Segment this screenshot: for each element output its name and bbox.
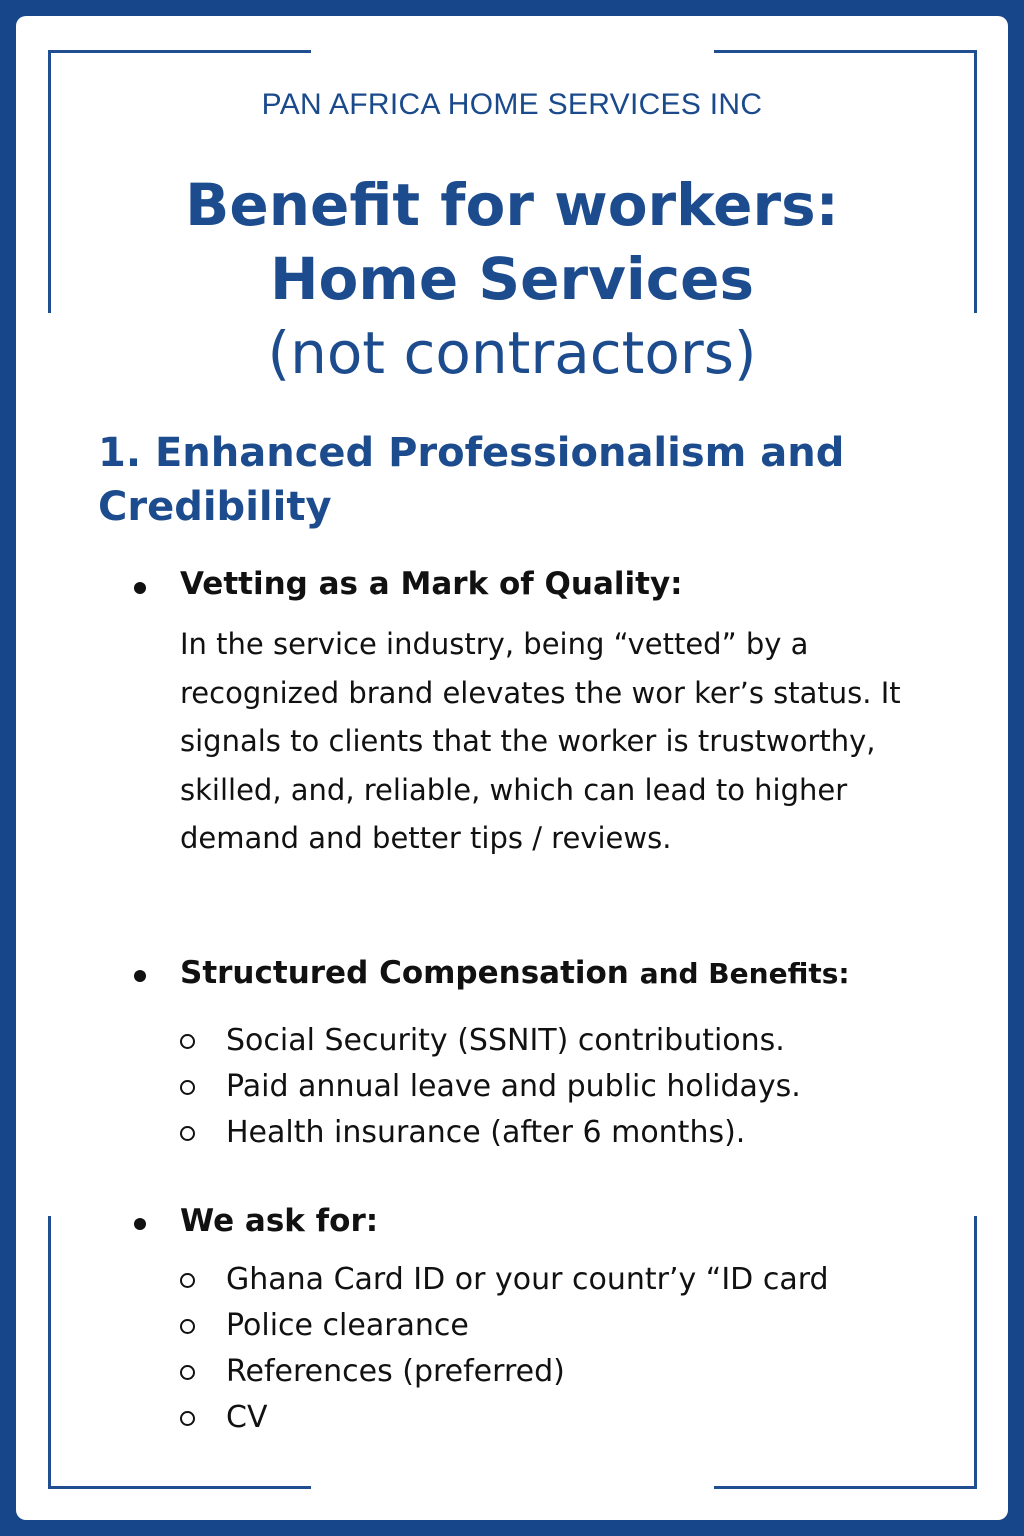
section-heading: 1. Enhanced Professionalism and Credibility bbox=[98, 430, 845, 530]
list-item-text: Ghana Card ID or your countr’y “ID card bbox=[226, 1262, 829, 1297]
company-name: PAN AFRICA HOME SERVICES INC bbox=[261, 88, 763, 121]
list-item bbox=[180, 1110, 801, 1156]
list-item bbox=[180, 1303, 829, 1349]
list-item bbox=[180, 1064, 801, 1110]
list-item bbox=[180, 1349, 829, 1395]
bullet-heading-compensation-main: Structured Compensation bbox=[180, 955, 629, 991]
list-item-text: Health insurance (after 6 months). bbox=[226, 1115, 746, 1150]
list-item-text: Social Security (SSNIT) contributions. bbox=[226, 1023, 785, 1058]
list-item-text: CV bbox=[226, 1400, 268, 1435]
list-item bbox=[180, 1018, 801, 1064]
title-line-3: (not contractors) bbox=[267, 319, 757, 387]
bullet-dot-icon bbox=[134, 970, 146, 982]
title-line-1: Benefit for workers: bbox=[185, 171, 839, 239]
circle-bullet-icon bbox=[180, 1126, 195, 1141]
circle-bullet-icon bbox=[180, 1273, 195, 1288]
list-item-text: References (preferred) bbox=[226, 1354, 565, 1389]
bullet-heading-requirements: We ask for: bbox=[180, 1203, 379, 1239]
bullet-heading-compensation-tail: and Benefits: bbox=[639, 957, 850, 990]
requirements-list bbox=[180, 1257, 829, 1441]
bullet-heading-compensation bbox=[180, 955, 850, 991]
bullet-paragraph-vetting: In the service industry, being “vetted” by a recognized brand elevates the wor ker’s status. It signals to clients that the worker is trustworthy, skilled, and, reliable, which can lead to higher demand and better tips / reviews. bbox=[180, 627, 901, 855]
title-line-2: Home Services bbox=[270, 245, 754, 313]
circle-bullet-icon bbox=[180, 1319, 195, 1334]
compensation-list bbox=[180, 1018, 801, 1156]
list-item-text: Paid annual leave and public holidays. bbox=[226, 1069, 801, 1104]
circle-bullet-icon bbox=[180, 1034, 195, 1049]
list-item bbox=[180, 1257, 829, 1303]
page-title bbox=[0, 168, 1024, 390]
bullet-dot-icon bbox=[134, 582, 146, 594]
list-item bbox=[180, 1395, 829, 1441]
bullet-heading-vetting: Vetting as a Mark of Quality: bbox=[180, 566, 683, 602]
circle-bullet-icon bbox=[180, 1365, 195, 1380]
circle-bullet-icon bbox=[180, 1080, 195, 1095]
list-item-text: Police clearance bbox=[226, 1308, 469, 1343]
bullet-dot-icon bbox=[134, 1218, 146, 1230]
circle-bullet-icon bbox=[180, 1411, 195, 1426]
